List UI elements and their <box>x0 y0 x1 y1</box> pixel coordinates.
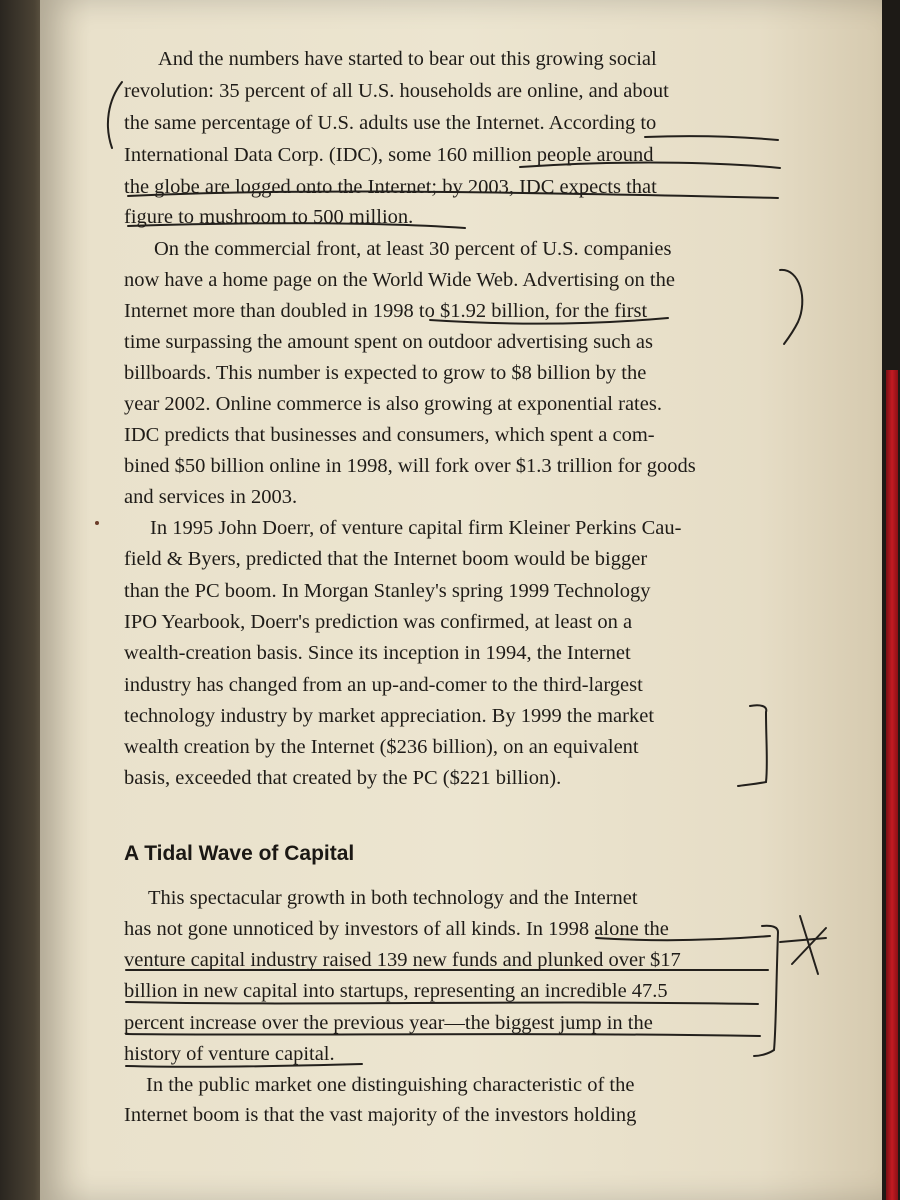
text-line: figure to mushroom to 500 million. <box>124 206 414 228</box>
text-line: field & Byers, predicted that the Internet boom would be bigger <box>124 548 648 570</box>
margin-bracket-right <box>738 705 767 786</box>
text-line: year 2002. Online commerce is also growing at exponential rates. <box>124 393 662 415</box>
text-line: history of venture capital. <box>124 1043 335 1065</box>
underline-mark <box>126 1034 760 1036</box>
text-line: venture capital industry raised 139 new funds and plunked over $17 <box>124 949 681 971</box>
text-line: time surpassing the amount spent on outdoor advertising such as <box>124 331 653 353</box>
section-heading: A Tidal Wave of Capital <box>124 842 355 865</box>
text-line: On the commercial front, at least 30 percent of U.S. companies <box>154 238 672 260</box>
ink-dot <box>95 521 99 525</box>
text-line: wealth-creation basis. Since its inception in 1994, the Internet <box>124 642 631 664</box>
star-mark <box>792 928 826 964</box>
text-line: and services in 2003. <box>124 486 298 508</box>
text-line: This spectacular growth in both technology and the Internet <box>148 887 638 909</box>
underline-mark <box>430 318 668 324</box>
underline-mark <box>126 1002 758 1004</box>
underline-mark <box>596 936 770 940</box>
text-line: International Data Corp. (IDC), some 160 million people around <box>124 144 654 166</box>
underline-mark <box>126 1064 362 1067</box>
underline-mark <box>126 969 768 970</box>
text-line: In the public market one distinguishing characteristic of the <box>146 1074 635 1096</box>
text-line: IPO Yearbook, Doerr's prediction was confirmed, at least on a <box>124 611 633 633</box>
text-line: than the PC boom. In Morgan Stanley's spring 1999 Technology <box>124 580 651 602</box>
underline-mark <box>645 136 778 140</box>
text-line: billboards. This number is expected to grow to $8 billion by the <box>124 362 647 384</box>
text-line: basis, exceeded that created by the PC ($221 billion). <box>124 767 562 789</box>
text-line: bined $50 billion online in 1998, will fork over $1.3 trillion for goods <box>124 455 696 477</box>
margin-bracket-right <box>780 270 802 344</box>
text-line: IDC predicts that businesses and consumers, which spent a com- <box>124 424 655 446</box>
text-line: wealth creation by the Internet ($236 billion), on an equivalent <box>124 736 639 758</box>
text-line: In 1995 John Doerr, of venture capital firm Kleiner Perkins Cau- <box>150 517 682 539</box>
text-line: Internet boom is that the vast majority of the investors holding <box>124 1104 637 1126</box>
text-line: billion in new capital into startups, representing an incredible 47.5 <box>124 980 668 1002</box>
text-line: has not gone unnoticed by investors of all kinds. In 1998 alone the <box>124 918 669 940</box>
underline-mark <box>128 223 465 228</box>
underline-mark <box>520 163 780 168</box>
text-line: And the numbers have started to bear out this growing social <box>158 48 657 70</box>
text-line: the globe are logged onto the Internet; by 2003, IDC expects that <box>124 176 657 198</box>
text-line: industry has changed from an up-and-comer to the third-largest <box>124 674 643 696</box>
text-line: the same percentage of U.S. adults use the Internet. According to <box>124 112 657 134</box>
text-line: revolution: 35 percent of all U.S. households are online, and about <box>124 80 669 102</box>
text-line: technology industry by market appreciation. By 1999 the market <box>124 705 655 727</box>
text-line: now have a home page on the World Wide Web. Advertising on the <box>124 269 675 291</box>
text-line: percent increase over the previous year—the biggest jump in the <box>124 1012 653 1034</box>
margin-bracket-left <box>108 82 122 148</box>
star-mark <box>780 938 826 942</box>
underline-mark <box>128 192 778 198</box>
text-line: Internet more than doubled in 1998 to $1.92 billion, for the first <box>124 300 648 322</box>
